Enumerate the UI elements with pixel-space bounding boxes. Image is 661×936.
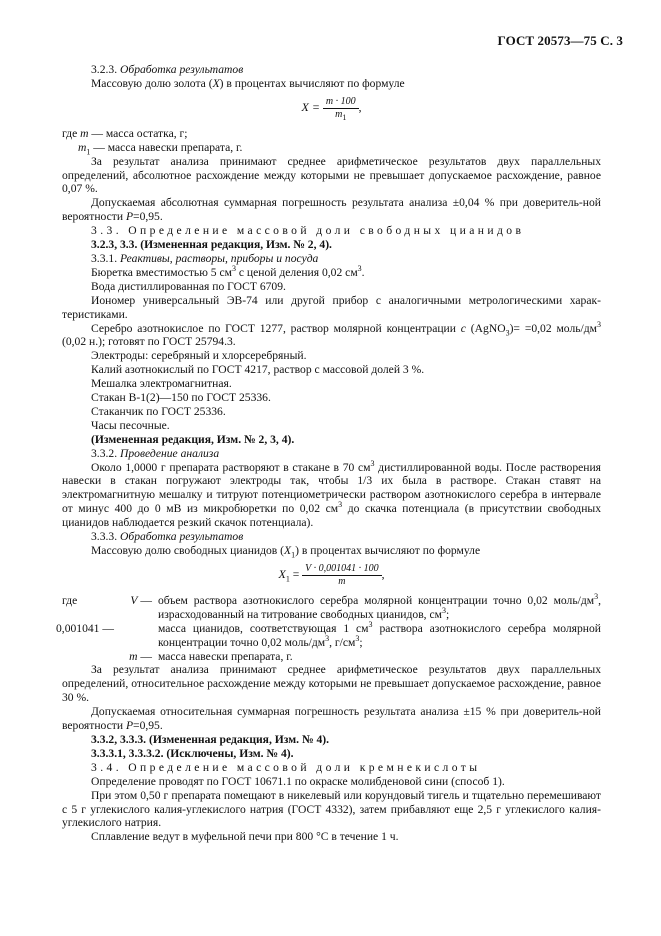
- where-row-v: где V — объем раствора азотнокислого серебра молярной концентрации точно 0,02 моль/$дм^3$, израсходованный на титрование свободных цианидов, $см^3$;: [62, 592, 601, 621]
- analysis-paragraph: Около 1,0000 г препарата растворяют в стакане в 70 $см^3$ дистиллированной воды. После растворения навески в стакан погружают электроды так, чтобы 1/3 их была в растворе. Стакан ставят на электромагнитную мешалку и титруют потенциометрически раствором азотнокислого серебра в интервале от минус 400 до 0 мВ из микробюретки по 0,02 $см^3$ до скачка потенциала (в присутствии свободных цианидов наблюдается резкий скачок потенциала).: [62, 458, 602, 530]
- gold-where-2: $m_1$ — масса навески препарата, г.: [78, 140, 243, 157]
- section-heading-3-4: 3.4. Определение массовой доли кремнекислоты: [91, 760, 481, 774]
- reagent-silver: Серебро азотнокислое по ГОСТ 1277, раствор молярной концентрации с (AgNO$_3$)= =0,02 моль/$дм^3$ (0,02 н.); готовят по ГОСТ 25794.3.: [62, 319, 601, 349]
- reagent-kalium: Калий азотнокислый по ГОСТ 4217, раствор с массовой долей 3 %.: [91, 363, 425, 377]
- excluded-note: 3.3.3.1, 3.3.3.2. (Исключены, Изм. № 4).: [91, 746, 294, 760]
- where-row-m: m — масса навески препарата, г.: [129, 649, 293, 663]
- reagent-stirrer: Мешалка электромагнитная.: [91, 377, 232, 391]
- gold-formula: X = $\frac{m \cdot 100}{m_1}$ ,: [301, 95, 362, 122]
- document-body: [56, 63, 602, 844]
- silica-paragraph-2: При этом 0,50 г препарата помещают в никелевый или корундовый тигель и тщательно перемешивают с 5 г углекислого калия-углекислого натрия (ГОСТ 4332), затем прибавляют еще 2,5 г углекислого калия-углекислого натрия.: [62, 788, 601, 830]
- amendment-note-1: 3.2.3, 3.3. (Измененная редакция, Изм. № 2, 4).: [91, 238, 332, 252]
- section-heading-3-3-1: 3.3.1. Реактивы, растворы, приборы и посуда: [91, 251, 319, 265]
- cyanide-formula: $X_1$ = $\frac{V \cdot 0,001041 \cdot 100}{m}$ ,: [278, 562, 385, 587]
- cyanide-where-table: [56, 592, 601, 664]
- reagent-ionomer: Иономер универсальный ЭВ-74 или другой прибор с аналогичными метрологическими харак-теристиками.: [62, 293, 601, 321]
- gold-paragraph-1: За результат анализа принимают среднее арифметическое результатов двух параллельных определений, абсолютное расхождение между которыми не превышает допускаемое расхождение, равное 0,07 %.: [62, 154, 601, 196]
- cyanide-formula-intro: Массовую долю свободных цианидов $(X_1)$ в процентах вычисляют по формуле: [91, 544, 481, 560]
- gold-paragraph-2: Допускаемая абсолютная суммарная погрешность результата анализа ±0,04 % при доверитель-ной вероятности Р=0,95.: [62, 196, 601, 224]
- cyanide-paragraph-1: За результат анализа принимают среднее арифметическое результатов двух параллельных определений, относительное расхождение между которыми не превышает допускаемое расхождение, равное 30 %.: [62, 663, 601, 705]
- gold-formula-intro: Массовую долю золота (X) в процентах вычисляют по формуле: [91, 76, 405, 90]
- reagent-burette: Бюретка вместимостью 5 $см^3$ с ценой деления 0,02 $см^3$.: [91, 264, 365, 279]
- page-header: ГОСТ 20573—75 С. 3: [497, 33, 623, 48]
- reagent-cup: Стаканчик по ГОСТ 25336.: [91, 404, 226, 418]
- reagent-water: Вода дистиллированная по ГОСТ 6709.: [91, 279, 286, 293]
- section-heading-3-3: 3.3. Определение массовой доли свободных цианидов: [91, 224, 525, 238]
- silica-paragraph-1: Определение проводят по ГОСТ 10671.1 по окраске молибденовой сини (способ 1).: [91, 774, 505, 788]
- section-heading-3-3-2: 3.3.2. Проведение анализа: [91, 446, 220, 460]
- cyanide-paragraph-2: Допускаемая относительная суммарная погрешность результата анализа ±15 % при доверитель-ной вероятности Р=0,95.: [62, 705, 601, 733]
- reagent-electrodes: Электроды: серебряный и хлорсеребряный.: [91, 349, 307, 363]
- reagent-beaker: Стакан В-1(2)—150 по ГОСТ 25336.: [91, 391, 271, 405]
- silica-paragraph-3: Сплавление ведут в муфельной печи при 800 °С в течение 1 ч.: [91, 830, 399, 844]
- section-heading-3-2-3: 3.2.3. Обработка результатов: [91, 63, 244, 76]
- where-row-coefficient: 0,001041 — масса цианидов, соответствующая 1 $см^3$ раствора азотнокислого серебра молярной концентрации точно 0,02 моль/$дм^3$, $г/см^3$;: [56, 619, 601, 649]
- amendment-note-2: (Измененная редакция, Изм. № 2, 3, 4).: [91, 432, 295, 446]
- gold-where-1: где m — масса остатка, г;: [62, 126, 188, 140]
- section-heading-3-3-3: 3.3.3. Обработка результатов: [91, 530, 244, 544]
- amendment-note-3: 3.3.2, 3.3.3. (Измененная редакция, Изм. № 4).: [91, 732, 330, 746]
- reagent-clock: Часы песочные.: [91, 418, 170, 432]
